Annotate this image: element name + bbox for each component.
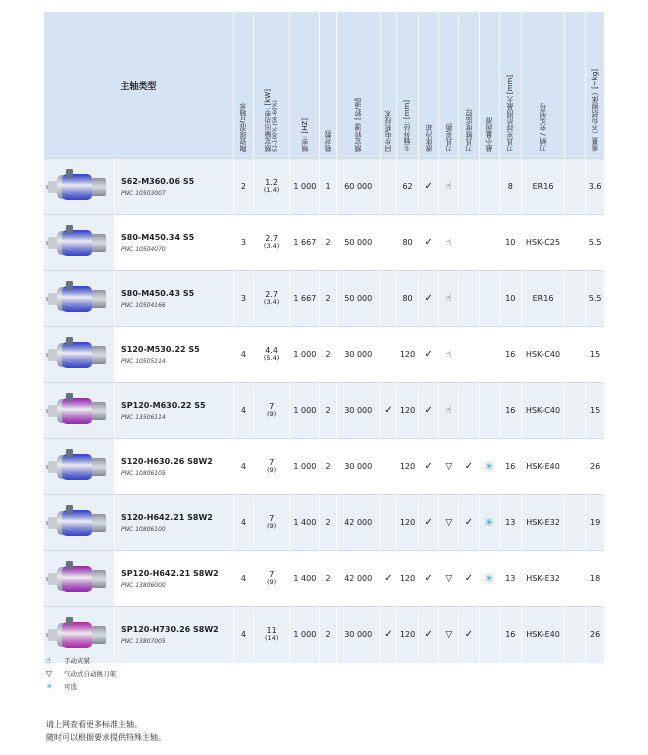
model-name: S80-M450.34 S5 [121, 232, 195, 242]
sync-cell: ✓ [380, 607, 396, 663]
taper-monitor-cell: ✓ [459, 551, 479, 607]
clamp-range-cell: 16 [499, 607, 521, 663]
bearing-cell: 4 [233, 439, 253, 495]
speed-cell: 42 000 [336, 551, 380, 607]
cooling-cell: ✓ [419, 607, 439, 663]
clamp-range-cell: 8 [499, 159, 521, 215]
sync-cell [380, 327, 396, 383]
power-value: 2.7 [265, 233, 278, 243]
spacer-cell [565, 159, 586, 215]
diameter-cell: 80 [396, 215, 418, 271]
weight-cell: 5.5 [586, 271, 604, 327]
poles-cell: 2 [320, 271, 336, 327]
taper-monitor-cell: ✓ [459, 607, 479, 663]
lube-cell [479, 159, 499, 215]
header-power: 额定输出功率: [kW] S1-100% (S6-60%) [254, 12, 290, 159]
model-cell [115, 551, 234, 607]
speed-cell: 50 000 [336, 271, 380, 327]
lube-cell: ✳ [479, 439, 499, 495]
spindle-image [44, 551, 115, 607]
diameter-cell: 120 [396, 383, 418, 439]
cooling-cell: ✓ [419, 439, 439, 495]
legend-item: ✳ 可选 [46, 682, 77, 691]
model-name: S120-H630.26 S8W2 [121, 456, 213, 466]
speed-cell: 30 000 [336, 383, 380, 439]
power-cell [254, 607, 290, 663]
header-speed: 额定转速: [转/速] [336, 12, 380, 159]
header-spindle-type: 主轴类型 [44, 12, 233, 159]
model-name: S62-M360.06 S5 [121, 176, 195, 186]
spindle-image [44, 439, 115, 495]
pnc-number: PNC 10503007 [121, 189, 166, 197]
spindle-illustration [48, 449, 110, 485]
taper-monitor-cell [459, 215, 479, 271]
holder-cell: HSK-E40 [521, 607, 564, 663]
tool-change-cell: ☝ [439, 327, 459, 383]
frequency-cell: 1 400 [290, 495, 320, 551]
frequency-cell: 1 000 [290, 383, 320, 439]
diameter-cell: 62 [396, 159, 418, 215]
pnc-number: PNC 13807005 [121, 637, 166, 645]
tool-change-cell: ▽ [439, 607, 459, 663]
cooling-cell: ✓ [419, 271, 439, 327]
poles-cell: 2 [320, 327, 336, 383]
power-value: 2.7 [265, 289, 278, 299]
cooling-cell: ✓ [419, 551, 439, 607]
power-cell [254, 383, 290, 439]
poles-cell: 2 [320, 215, 336, 271]
model-name: S120-M530.22 S5 [121, 344, 200, 354]
clamp-range-cell: 16 [499, 327, 521, 383]
diameter-cell: 120 [396, 327, 418, 383]
header-weight: 重量（不包括镗体）[~kg] [586, 12, 604, 159]
model-name: SP120-M630.22 S5 [121, 400, 206, 410]
spindle-illustration [48, 505, 110, 541]
model-cell [115, 383, 234, 439]
model-name: S120-H642.21 S8W2 [121, 512, 213, 522]
power-cell [254, 495, 290, 551]
spacer-cell [565, 327, 586, 383]
diameter-cell: 120 [396, 439, 418, 495]
model-cell [115, 159, 234, 215]
spacer-cell [565, 607, 586, 663]
model-name: SP120-H730.26 S8W2 [121, 624, 219, 634]
power-value: 1.2 [265, 177, 278, 187]
header-tool-change: 刀具更换: [439, 12, 459, 159]
tool-change-cell: ▽ [439, 439, 459, 495]
model-cell [115, 327, 234, 383]
cooling-cell: ✓ [419, 159, 439, 215]
holder-cell: ER16 [521, 159, 564, 215]
spacer-cell [565, 551, 586, 607]
model-name: S80-M450.43 S5 [121, 288, 195, 298]
power-value: 7 [269, 569, 275, 579]
lube-cell: ✳ [479, 495, 499, 551]
power-cell [254, 159, 290, 215]
bearing-cell: 4 [233, 327, 253, 383]
taper-monitor-cell [459, 159, 479, 215]
holder-cell: HSK-E32 [521, 551, 564, 607]
sync-cell: ✓ [380, 383, 396, 439]
frequency-cell: 1 000 [290, 439, 320, 495]
clamp-range-cell: 10 [499, 215, 521, 271]
table-header-row [44, 12, 604, 159]
frequency-cell: 1 667 [290, 271, 320, 327]
table-row [44, 551, 604, 607]
lube-cell [479, 215, 499, 271]
header-diameter: 主轴外径: [mm] [396, 12, 418, 159]
frequency-cell: 1 000 [290, 327, 320, 383]
sync-cell [380, 495, 396, 551]
power-peak: (14) [264, 634, 279, 643]
table-row [44, 215, 604, 271]
weight-cell: 26 [586, 607, 604, 663]
tool-change-cell: ☝ [439, 215, 459, 271]
model-cell [115, 495, 234, 551]
table-row [44, 271, 604, 327]
triangle-icon: ▽ [46, 669, 53, 678]
pnc-number: PNC 10806105 [121, 469, 166, 477]
header-sync-motor: 同步电机技术 [380, 12, 396, 159]
poles-cell: 2 [320, 383, 336, 439]
frequency-cell: 1 000 [290, 607, 320, 663]
taper-monitor-cell [459, 327, 479, 383]
legend-item: ☝ 手动夹紧 [46, 656, 90, 665]
spindle-illustration [48, 337, 110, 373]
spacer-cell [565, 495, 586, 551]
bearing-cell: 4 [233, 383, 253, 439]
poles-cell: 2 [320, 439, 336, 495]
power-value: 7 [269, 401, 275, 411]
power-peak: (1.4) [263, 185, 280, 194]
lube-cell [479, 271, 499, 327]
tool-change-cell: ▽ [439, 551, 459, 607]
weight-cell: 5.5 [586, 215, 604, 271]
speed-cell: 42 000 [336, 495, 380, 551]
taper-monitor-cell [459, 271, 479, 327]
taper-monitor-cell: ✓ [459, 439, 479, 495]
weight-cell: 18 [586, 551, 604, 607]
pnc-number: PNC 10504070 [121, 245, 166, 253]
spacer-cell [565, 383, 586, 439]
poles-cell: 2 [320, 551, 336, 607]
spacer-cell [565, 215, 586, 271]
clamp-range-cell: 10 [499, 271, 521, 327]
model-cell [115, 215, 234, 271]
model-cell [115, 439, 234, 495]
lube-cell [479, 607, 499, 663]
sync-cell [380, 159, 396, 215]
cooling-cell: ✓ [419, 495, 439, 551]
table-row [44, 439, 604, 495]
header-liquid-cooling: 液体冷却 [419, 12, 439, 159]
sync-cell [380, 271, 396, 327]
header-bearing: 陶瓷球混合轴承 [233, 12, 253, 159]
weight-cell: 15 [586, 327, 604, 383]
holder-cell: HSK-C25 [521, 215, 564, 271]
holder-cell: HSK-E40 [521, 439, 564, 495]
diameter-cell: 120 [396, 495, 418, 551]
spindle-image [44, 383, 115, 439]
diameter-cell: 80 [396, 271, 418, 327]
power-peak: (5.4) [263, 353, 280, 362]
diameter-cell: 120 [396, 607, 418, 663]
spindle-illustration [48, 169, 110, 205]
power-peak: (9) [267, 409, 277, 418]
power-cell [254, 215, 290, 271]
holder-cell: HSK-E32 [521, 495, 564, 551]
header-spacer [565, 12, 586, 159]
holder-cell: ER16 [521, 271, 564, 327]
bearing-cell: 2 [233, 159, 253, 215]
header-poles: 极对数: [320, 12, 336, 159]
speed-cell: 60 000 [336, 159, 380, 215]
spindle-image [44, 327, 115, 383]
clamp-range-cell: 13 [499, 551, 521, 607]
spindle-illustration [48, 561, 110, 597]
power-value: 11 [266, 626, 277, 636]
spindle-illustration [48, 393, 110, 429]
power-peak: (9) [267, 577, 277, 586]
pnc-number: PNC 13506114 [121, 413, 166, 421]
weight-cell: 19 [586, 495, 604, 551]
footnote-line: 请上网查看更多标准主轴。 [46, 720, 142, 729]
lube-cell: ✳ [479, 551, 499, 607]
header-frequency: 频率: [HZ] [290, 12, 320, 159]
bearing-cell: 4 [233, 607, 253, 663]
clamp-range-cell: 13 [499, 495, 521, 551]
spindle-image [44, 215, 115, 271]
taper-monitor-cell [459, 383, 479, 439]
power-value: 7 [269, 513, 275, 523]
spindle-image [44, 495, 115, 551]
bearing-cell: 4 [233, 551, 253, 607]
table-row [44, 495, 604, 551]
frequency-cell: 1 667 [290, 215, 320, 271]
poles-cell: 1 [320, 159, 336, 215]
asterisk-icon: ✳ [46, 682, 53, 691]
spindle-table-container [44, 12, 604, 663]
pnc-number: PNC 10504166 [121, 301, 166, 309]
power-value: 7 [269, 457, 275, 467]
spindle-spec-table [44, 12, 604, 663]
poles-cell: 2 [320, 607, 336, 663]
spindle-image [44, 271, 115, 327]
cooling-cell: ✓ [419, 327, 439, 383]
sync-cell [380, 215, 396, 271]
spacer-cell [565, 439, 586, 495]
clamp-range-cell: 16 [499, 439, 521, 495]
power-value: 4.4 [265, 345, 278, 355]
power-peak: (9) [267, 465, 277, 474]
sync-cell: ✓ [380, 551, 396, 607]
header-clamp-range: 刀具夹持范围最大 [mm] [499, 12, 521, 159]
holder-cell: HSK-C40 [521, 327, 564, 383]
frequency-cell: 1 400 [290, 551, 320, 607]
weight-cell: 15 [586, 383, 604, 439]
spindle-illustration [48, 281, 110, 317]
bearing-cell: 3 [233, 271, 253, 327]
lube-cell [479, 383, 499, 439]
power-cell [254, 271, 290, 327]
spacer-cell [565, 271, 586, 327]
holder-cell: HSK-C40 [521, 383, 564, 439]
bearing-cell: 3 [233, 215, 253, 271]
tool-change-cell: ☝ [439, 159, 459, 215]
spindle-illustration [48, 225, 110, 261]
cooling-cell: ✓ [419, 215, 439, 271]
poles-cell: 2 [320, 495, 336, 551]
power-cell [254, 327, 290, 383]
table-row [44, 159, 604, 215]
taper-monitor-cell: ✓ [459, 495, 479, 551]
header-min-lube: 最小量润滑 [479, 12, 499, 159]
model-name: SP120-H642.21 S8W2 [121, 568, 219, 578]
sync-cell [380, 439, 396, 495]
speed-cell: 30 000 [336, 327, 380, 383]
power-cell [254, 439, 290, 495]
legend-item: ▽ 气动式自动换刀架 [46, 669, 116, 678]
power-peak: (3.4) [263, 241, 280, 250]
speed-cell: 30 000 [336, 607, 380, 663]
speed-cell: 30 000 [336, 439, 380, 495]
pnc-number: PNC 10505114 [121, 357, 166, 365]
tool-change-cell: ☝ [439, 383, 459, 439]
hand-icon: ☝ [46, 656, 51, 665]
clamp-range-cell: 16 [499, 383, 521, 439]
spindle-image [44, 607, 115, 663]
header-taper-monitor: 刀具锥度监控: [459, 12, 479, 159]
speed-cell: 50 000 [336, 215, 380, 271]
cooling-cell: ✓ [419, 383, 439, 439]
power-peak: (3.4) [263, 297, 280, 306]
model-cell [115, 607, 234, 663]
diameter-cell: 120 [396, 551, 418, 607]
weight-cell: 3.6 [586, 159, 604, 215]
bearing-cell: 4 [233, 495, 253, 551]
footnote-line: 随时可以根据要求提供特殊主轴。 [46, 733, 166, 742]
legend [46, 656, 116, 695]
weight-cell: 26 [586, 439, 604, 495]
table-row [44, 607, 604, 663]
table-row [44, 327, 604, 383]
power-cell [254, 551, 290, 607]
tool-change-cell: ▽ [439, 495, 459, 551]
tool-change-cell: ☝ [439, 271, 459, 327]
model-cell [115, 271, 234, 327]
power-peak: (9) [267, 521, 277, 530]
footnotes [46, 718, 166, 744]
pnc-number: PNC 10806100 [121, 525, 166, 533]
lube-cell [479, 327, 499, 383]
table-row [44, 383, 604, 439]
header-holder-type: 刀柄 / 夹头型号 [521, 12, 564, 159]
spindle-image [44, 159, 115, 215]
pnc-number: PNC 13806000 [121, 581, 166, 589]
frequency-cell: 1 000 [290, 159, 320, 215]
spindle-illustration [48, 617, 110, 653]
